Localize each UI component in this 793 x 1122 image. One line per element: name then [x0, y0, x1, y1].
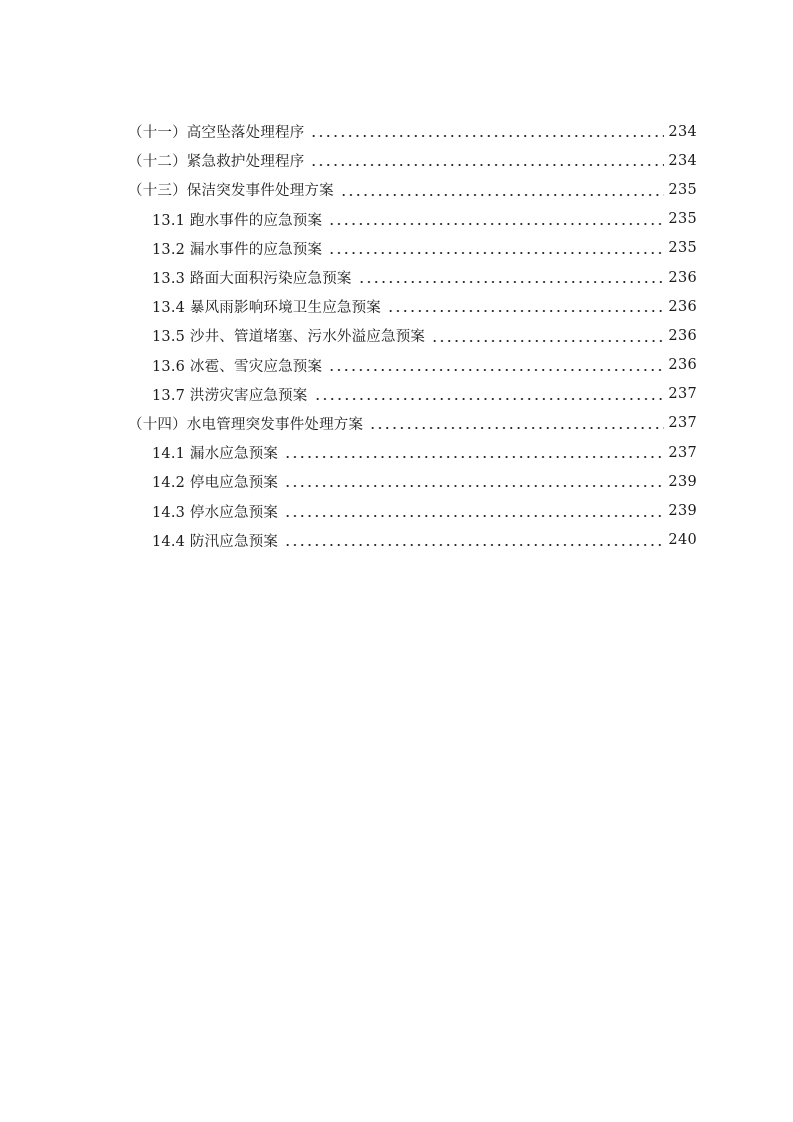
toc-entry-title: 13.7 洪涝灾害应急预案 [152, 387, 308, 404]
toc-dot-leader [328, 241, 664, 255]
toc-dot-leader [284, 445, 664, 459]
toc-entry-title: 13.1 跑水事件的应急预案 [152, 212, 323, 229]
toc-entry-page: 237 [668, 386, 697, 403]
toc-dot-leader [340, 183, 665, 197]
toc-entry[interactable] [0, 380, 793, 409]
toc-entry[interactable] [0, 205, 793, 234]
toc-dot-leader [358, 270, 665, 284]
toc-entry-title: 14.2 停电应急预案 [152, 475, 279, 492]
toc-entry-title: 13.6 冰雹、雪灾应急预案 [152, 358, 323, 375]
toc-entry[interactable] [0, 146, 793, 175]
toc-entry-page: 236 [668, 327, 697, 344]
toc-entry-title: 13.2 漏水事件的应急预案 [152, 241, 323, 258]
toc-entry-title: 13.4 暴风雨影响环境卫生应急预案 [152, 300, 381, 317]
toc-entry-page: 239 [668, 503, 697, 520]
toc-entry-page: 237 [668, 415, 697, 432]
toc-entry-page: 240 [668, 532, 697, 549]
toc-entry[interactable] [0, 526, 793, 555]
table-of-contents [0, 117, 793, 555]
toc-entry[interactable] [0, 292, 793, 321]
toc-entry[interactable] [0, 438, 793, 467]
toc-entry-page: 235 [668, 211, 697, 228]
toc-entry-title: 14.1 漏水应急预案 [152, 446, 279, 463]
toc-dot-leader [314, 387, 665, 401]
toc-entry-page: 236 [668, 357, 697, 374]
toc-entry-page: 234 [668, 123, 697, 140]
toc-entry[interactable] [0, 467, 793, 496]
toc-dot-leader [310, 153, 664, 167]
toc-entry-title: （十二）紧急救护处理程序 [128, 154, 305, 171]
toc-dot-leader [284, 533, 664, 547]
toc-dot-leader [284, 504, 664, 518]
toc-entry[interactable] [0, 409, 793, 438]
toc-entry[interactable] [0, 117, 793, 146]
toc-dot-leader [387, 299, 664, 313]
toc-entry-page: 236 [668, 269, 697, 286]
toc-entry-title: 14.3 停水应急预案 [152, 504, 279, 521]
toc-entry[interactable] [0, 321, 793, 350]
toc-entry-title: （十三）保洁突发事件处理方案 [128, 183, 334, 200]
toc-dot-leader [328, 358, 664, 372]
toc-dot-leader [369, 416, 664, 430]
toc-entry-title: 14.4 防汛应急预案 [152, 533, 279, 550]
toc-dot-leader [431, 329, 664, 343]
toc-entry[interactable] [0, 263, 793, 292]
toc-entry-page: 235 [668, 181, 697, 198]
toc-dot-leader [284, 474, 664, 488]
toc-entry-page: 234 [668, 152, 697, 169]
toc-entry-title: （十一）高空坠落处理程序 [128, 125, 305, 142]
toc-entry-page: 239 [668, 473, 697, 490]
toc-entry[interactable] [0, 496, 793, 525]
toc-entry-title: 13.3 路面大面积污染应急预案 [152, 271, 352, 288]
toc-dot-leader [310, 124, 664, 138]
toc-entry-page: 236 [668, 298, 697, 315]
toc-entry[interactable] [0, 351, 793, 380]
toc-entry[interactable] [0, 175, 793, 204]
toc-entry-page: 235 [668, 240, 697, 257]
toc-entry[interactable] [0, 234, 793, 263]
toc-entry-title: （十四）水电管理突发事件处理方案 [128, 416, 364, 433]
toc-dot-leader [328, 212, 664, 226]
toc-entry-title: 13.5 沙井、管道堵塞、污水外溢应急预案 [152, 329, 426, 346]
toc-entry-page: 237 [668, 444, 697, 461]
